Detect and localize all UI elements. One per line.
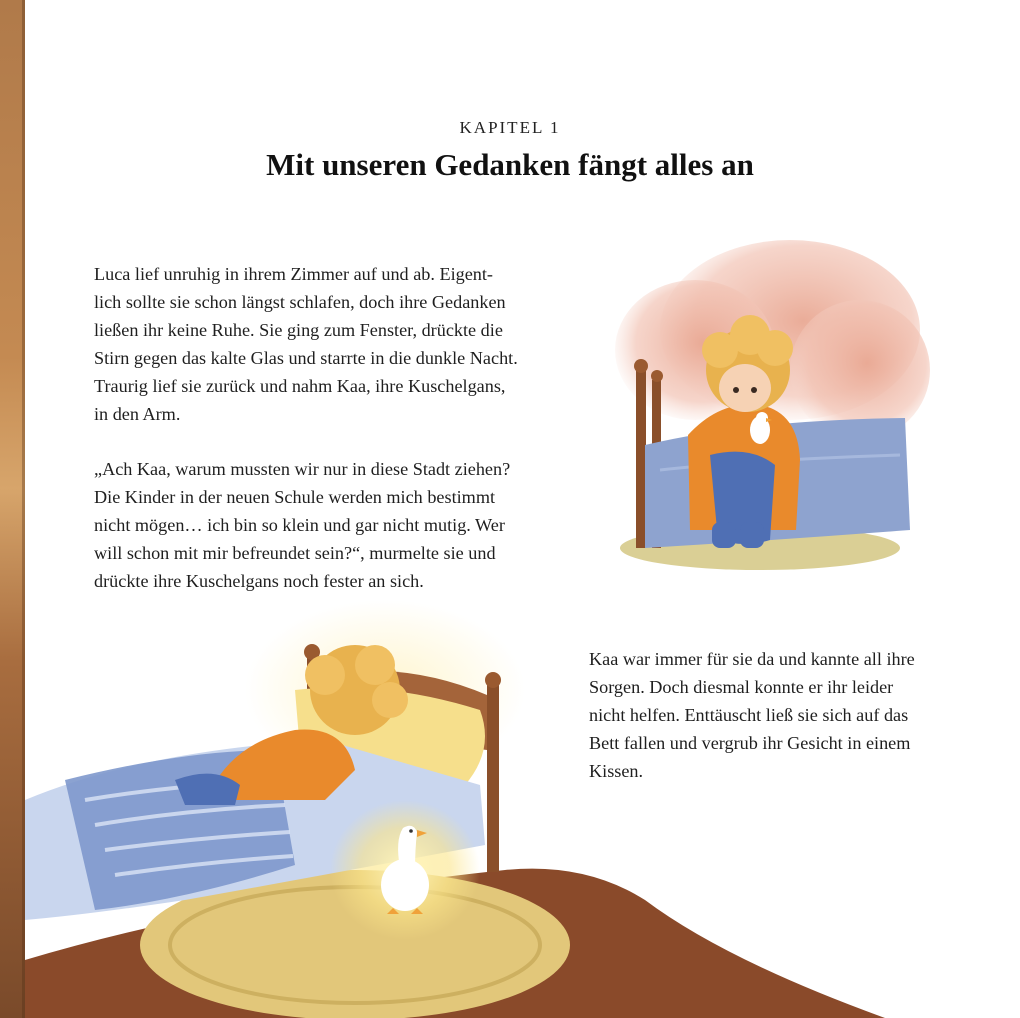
paragraph-line: Luca lief unruhig in ihrem Zimmer auf und ab. Eigent- xyxy=(94,264,493,284)
paragraph-line: Bett fallen und vergrub ihr Gesicht in einem xyxy=(589,733,911,753)
paragraph-line: ließen ihr keine Ruhe. Sie ging zum Fenster, drückte die xyxy=(94,320,503,340)
paragraph-line: Kaa war immer für sie da und kannte all ihre xyxy=(589,649,915,669)
paragraph-line: Sorgen. Doch diesmal konnte er ihr leider xyxy=(589,677,894,697)
paragraph-line: lich sollte sie schon längst schlafen, doch ihre Gedanken xyxy=(94,292,506,312)
illustration-sad-girl xyxy=(600,230,930,580)
paragraph-line: will schon mit mir befreundet sein?“, murmelte sie und xyxy=(94,543,496,563)
paragraph-line: nicht helfen. Enttäuscht ließ sie sich auf das xyxy=(589,705,909,725)
paragraph-line: in den Arm. xyxy=(94,404,181,424)
paragraph-line: Stirn gegen das kalte Glas und starrte in die dunkle Nacht. xyxy=(94,348,518,368)
paragraph-line: nicht mögen… ich bin so klein und gar nicht mutig. Wer xyxy=(94,515,505,535)
paragraph-line: „Ach Kaa, warum mussten wir nur in diese Stadt ziehen? xyxy=(94,459,511,479)
paragraph-2 xyxy=(94,455,566,595)
paragraph-line: Traurig lief sie zurück und nahm Kaa, ihre Kuschelgans, xyxy=(94,376,506,396)
illustration-bed-scene xyxy=(25,600,905,1018)
chapter-label: KAPITEL 1 xyxy=(459,118,561,137)
paragraph-line: drückte ihre Kuschelgans noch fester an sich. xyxy=(94,571,424,591)
paragraph-1 xyxy=(94,260,566,428)
girl-figure xyxy=(688,315,800,548)
paragraph-line: Die Kinder in der neuen Schule werden mich bestimmt xyxy=(94,487,496,507)
chapter-title: Mit unseren Gedanken fängt alles an xyxy=(266,147,754,182)
paragraph-line: Kissen. xyxy=(589,761,644,781)
